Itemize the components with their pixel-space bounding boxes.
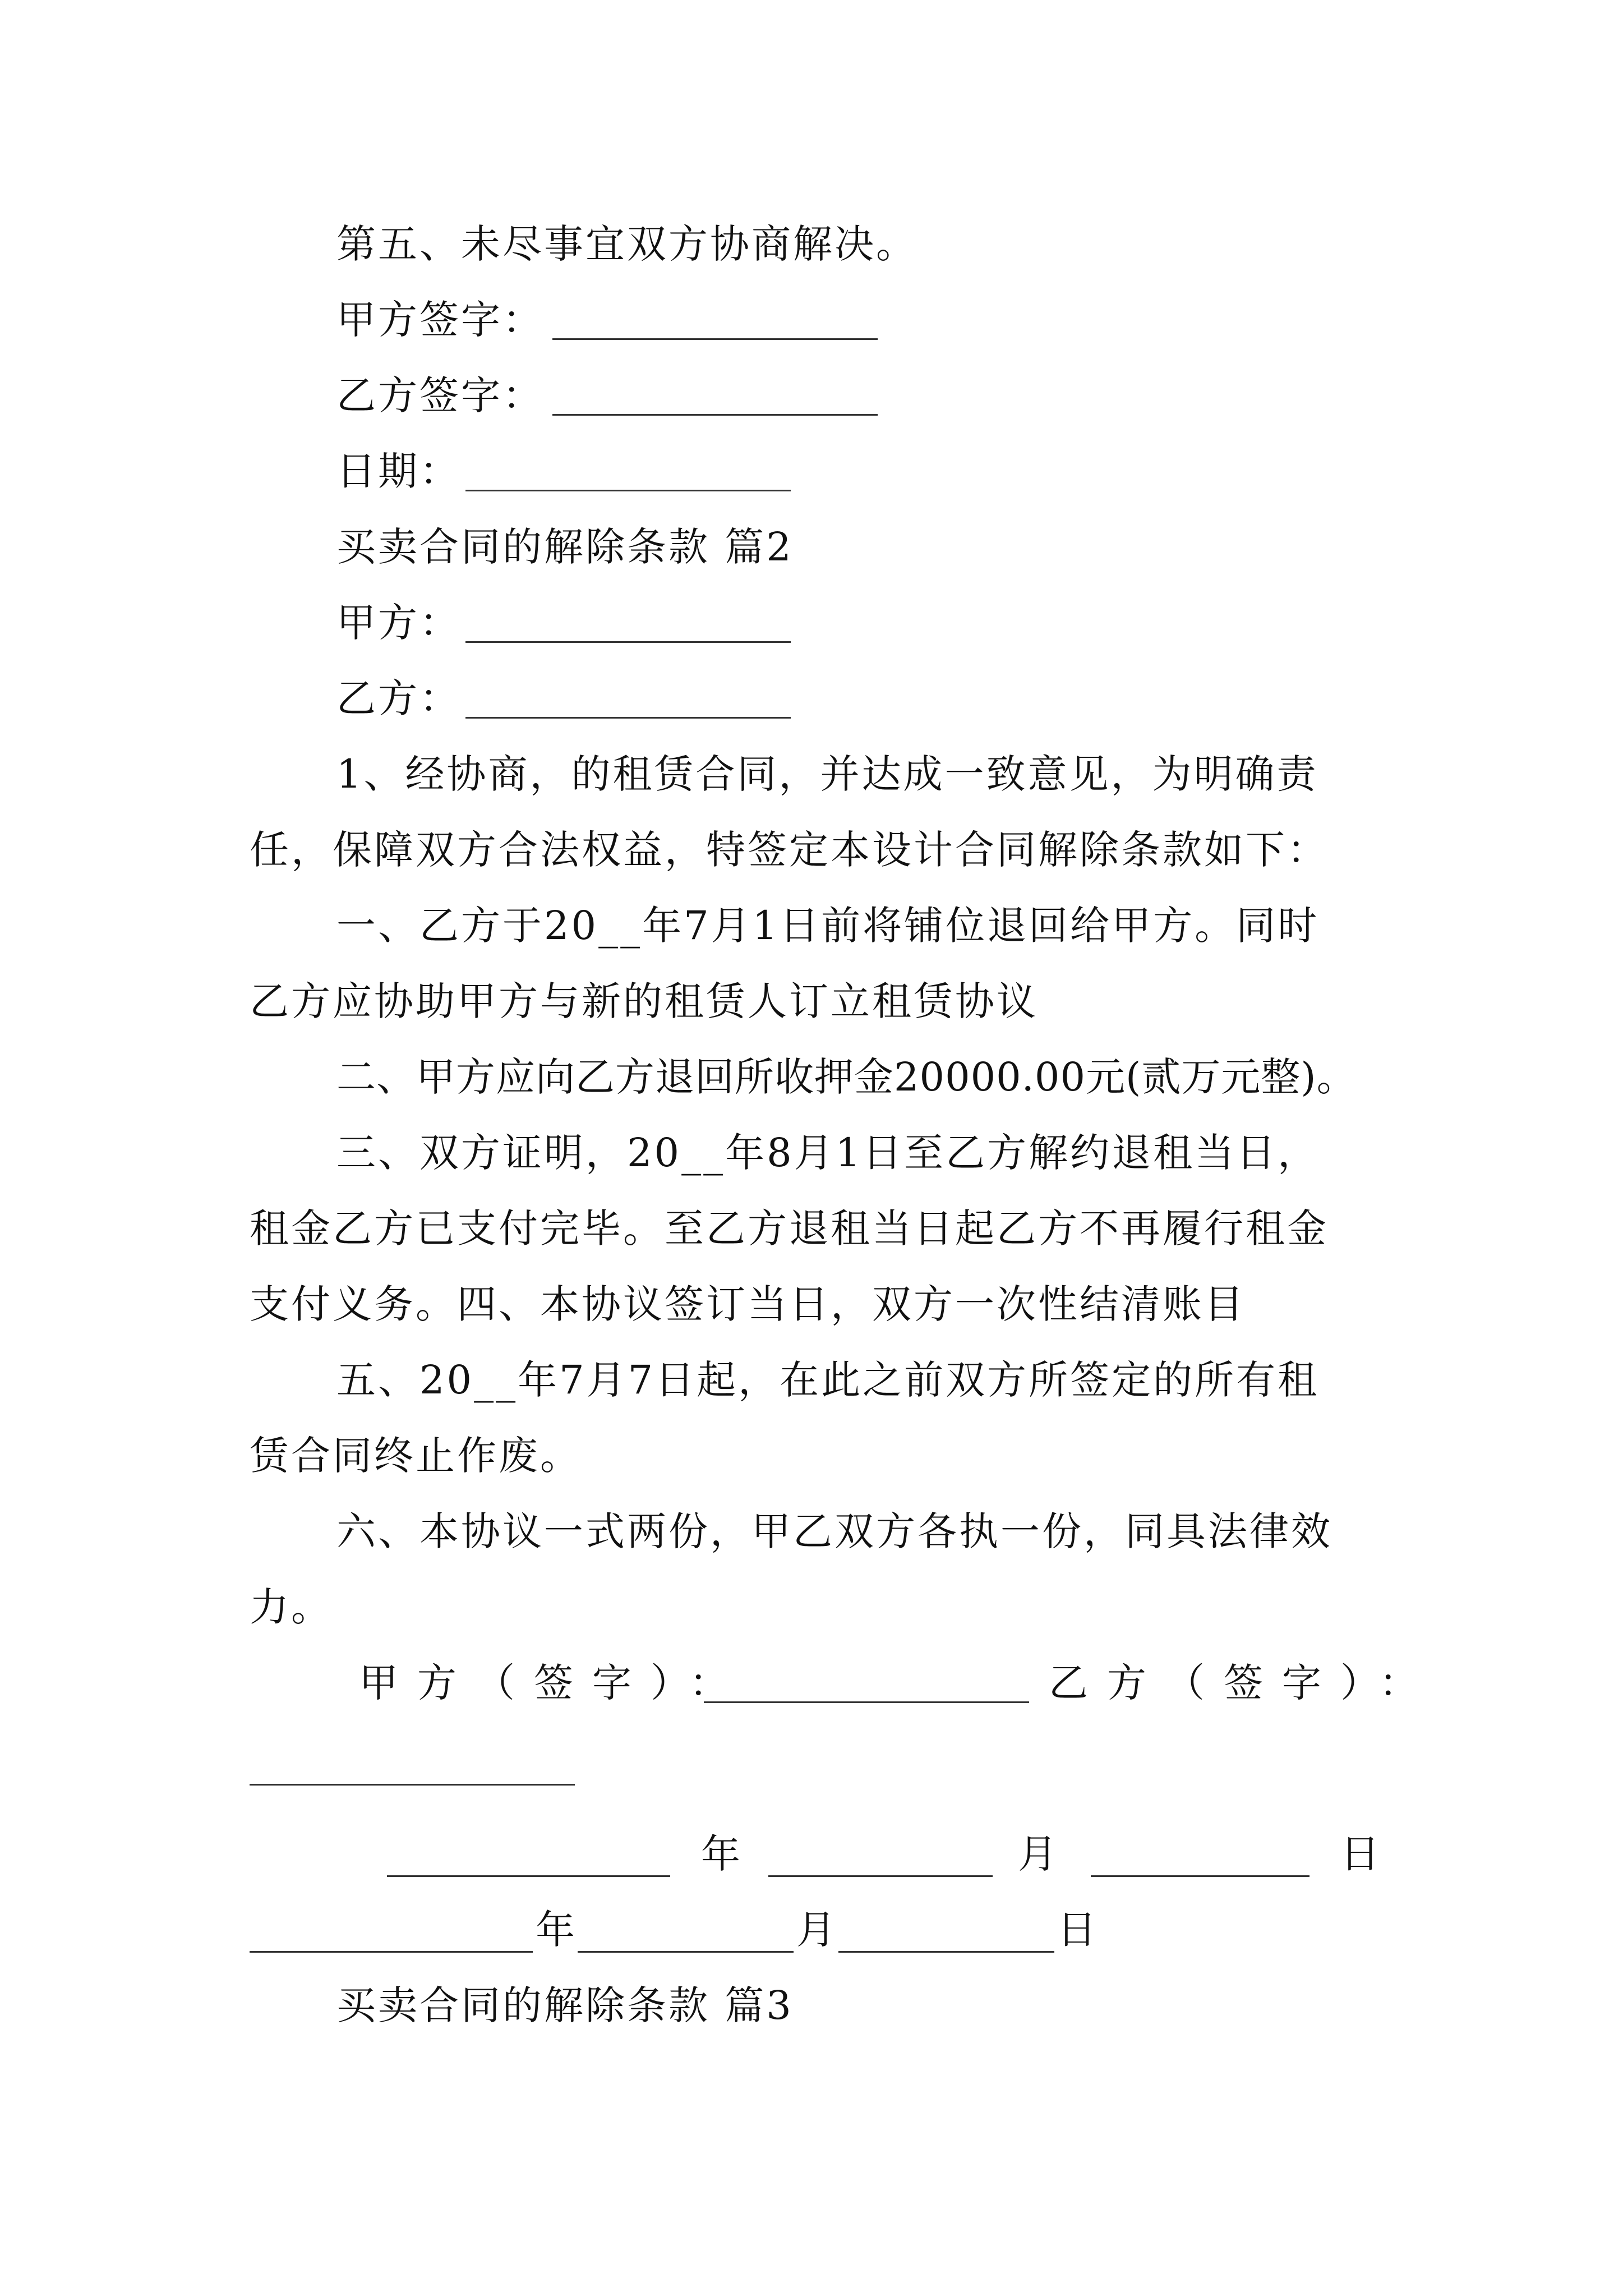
day-label-1: 日 xyxy=(1340,1831,1382,1877)
party-b-sign-label: 乙方（签字）： xyxy=(1049,1660,1437,1706)
day-label-2: 日 xyxy=(1057,1907,1099,1953)
party-b-line xyxy=(465,717,791,719)
party-a-sign-line xyxy=(704,1701,1029,1703)
year-line-1 xyxy=(387,1875,670,1877)
section-heading-3: 买卖合同的解除条款 篇3 xyxy=(336,1982,794,2028)
party-b-sign-line xyxy=(250,1784,575,1786)
clause-five-b-line-1: 五、20__年7月7日起，在此之前双方所签定的所有租 xyxy=(336,1357,1320,1403)
clause-one-line-1: 一、乙方于20__年7月1日前将铺位退回给甲方。同时 xyxy=(336,903,1320,949)
clause-three-line-1: 三、双方证明，20__年8月1日至乙方解约退租当日， xyxy=(336,1130,1320,1176)
paragraph-1-line-1: 1、经协商，的租赁合同，并达成一致意见，为明确责 xyxy=(336,751,1318,797)
day-line-1 xyxy=(1091,1875,1310,1877)
party-a-label: 甲方： xyxy=(336,600,461,646)
clause-six-line-1: 六、本协议一式两份，甲乙双方各执一份，同具法律效 xyxy=(336,1508,1332,1554)
month-label-2: 月 xyxy=(796,1907,838,1953)
party-b-signature-line xyxy=(552,414,878,416)
party-a-sign-label: 甲方（签字）： xyxy=(359,1660,748,1706)
party-a-signature-label: 甲方签字： xyxy=(336,297,544,343)
party-a-line xyxy=(465,641,791,643)
year-label-1: 年 xyxy=(701,1831,743,1877)
party-b-label: 乙方： xyxy=(336,675,461,721)
date-line xyxy=(465,490,791,491)
month-line-2 xyxy=(578,1951,794,1953)
party-b-signature-label: 乙方签字： xyxy=(336,372,544,418)
clause-five-b-line-2: 赁合同终止作废。 xyxy=(250,1433,582,1479)
section-heading-2: 买卖合同的解除条款 篇2 xyxy=(336,524,794,570)
month-label-1: 月 xyxy=(1018,1831,1059,1877)
clause-five-text: 第五、未尽事宜双方协商解决。 xyxy=(336,221,917,267)
day-line-2 xyxy=(838,1951,1054,1953)
date-label: 日期： xyxy=(336,448,461,494)
clause-three-line-2: 租金乙方已支付完毕。至乙方退租当日起乙方不再履行租金 xyxy=(250,1205,1329,1251)
clause-three-line-3: 支付义务。四、本协议签订当日，双方一次性结清账目 xyxy=(250,1281,1246,1327)
clause-one-line-2: 乙方应协助甲方与新的租赁人订立租赁协议 xyxy=(250,978,1038,1024)
party-a-signature-line xyxy=(552,338,878,340)
year-label-2: 年 xyxy=(536,1907,577,1953)
clause-six-line-2: 力。 xyxy=(250,1584,333,1630)
month-line-1 xyxy=(768,1875,993,1877)
clause-two-text: 二、甲方应向乙方退回所收押金20000.00元(贰万元整)。 xyxy=(336,1054,1357,1100)
year-line-2 xyxy=(250,1951,533,1953)
paragraph-1-line-2: 任，保障双方合法权益，特签定本设计合同解除条款如下： xyxy=(250,827,1329,873)
